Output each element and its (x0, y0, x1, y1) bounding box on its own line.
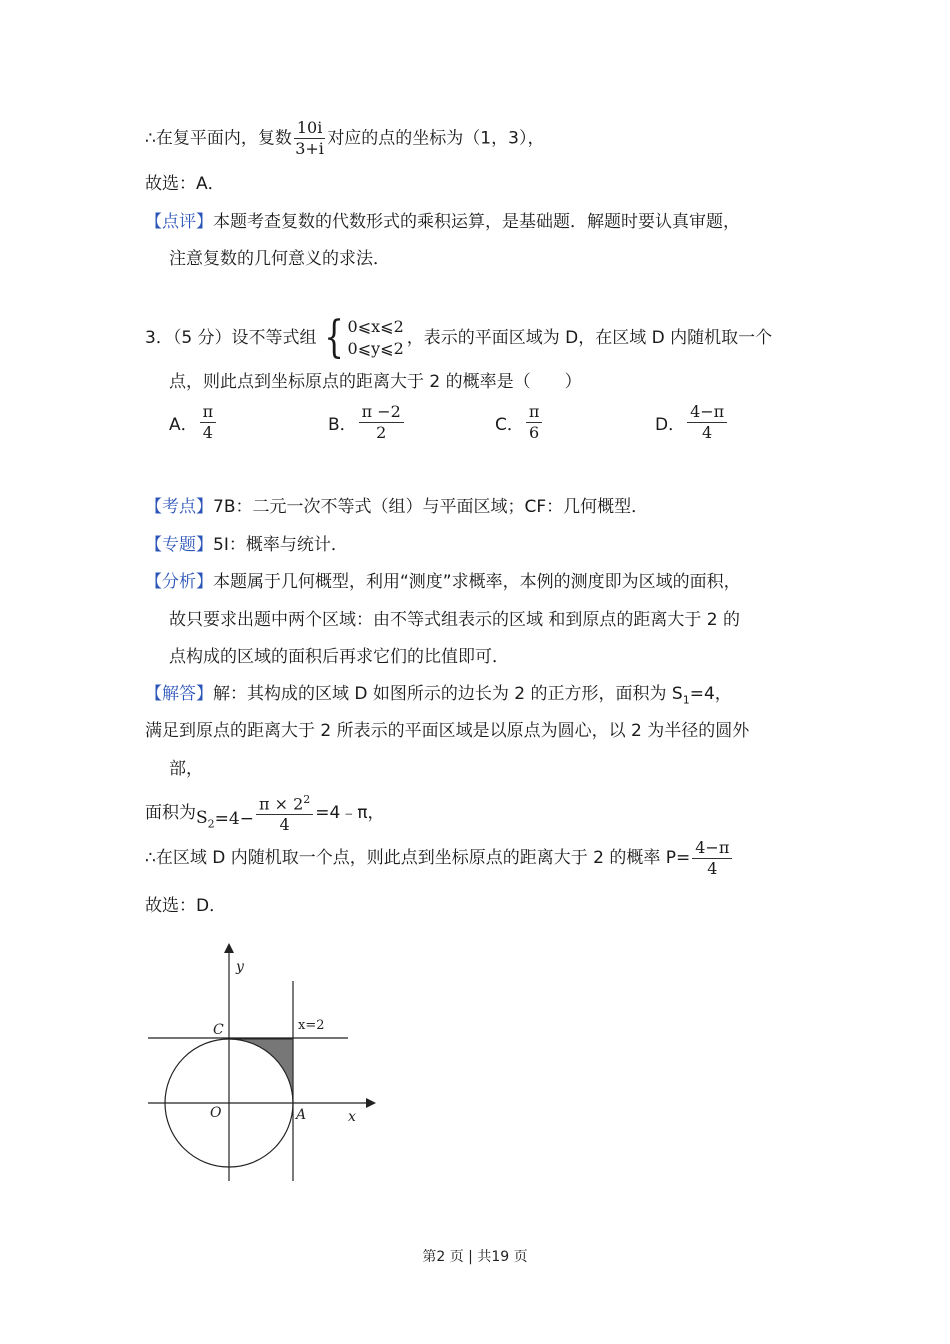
review-line-1: 【点评】本题考查复数的代数形式的乘积运算，是基础题．解题时要认真审题， (145, 212, 740, 232)
label-o: O (210, 1105, 222, 1121)
label-y: y (236, 959, 244, 975)
satisfy-line-1: 满足到原点的距离大于 2 所表示的平面区域是以原点为圆心，以 2 为半径的圆外 (145, 721, 750, 741)
text-line-complex: ∴在复平面内，复数 $\frac{10i}{3+i}$ 对应的点的坐标为（1，3）， (145, 118, 545, 158)
label-x-equals-2: x=2 (298, 1018, 325, 1033)
shaded-region (229, 1039, 293, 1103)
y-arrow (224, 943, 234, 953)
fenxi-line-1: 【分析】本题属于几何概型，利用“测度”求概率，本例的测度即为区域的面积， (145, 572, 741, 592)
option-a[interactable]: A． $\frac{\pi}{4}$ (169, 404, 218, 441)
label-a: A (296, 1107, 307, 1123)
label-x: x (348, 1109, 356, 1125)
review-line-2: 注意复数的几何意义的求法． (169, 249, 390, 269)
satisfy-line-2: 部， (169, 759, 203, 779)
fenxi-line-2: 故只要求出题中两个区域：由不等式组表示的区域 和到原点的距离大于 2 的 (169, 610, 741, 630)
coordinate-figure (140, 935, 390, 1195)
zhuanti-line: 【专题】5I：概率与统计． (145, 535, 348, 555)
option-c[interactable]: C． $\frac{\pi}{6}$ (495, 404, 544, 441)
kaodian-line: 【考点】7B：二元一次不等式（组）与平面区域；CF：几何概型． (145, 497, 649, 517)
fenxi-line-3: 点构成的区域的面积后再求它们的比值即可． (169, 647, 509, 667)
page-footer: 第2 页 | 共19 页 (422, 1249, 528, 1265)
fraction-10i-over-3plusi: $\frac{10i}{3+i}$ (295, 118, 324, 158)
inequality-system: { 0⩽x⩽2 0⩽y⩽2 (323, 312, 404, 363)
answer-line-d: 故选：D． (145, 896, 227, 916)
option-b[interactable]: B． $\frac{\pi -2}{2}$ (328, 404, 406, 441)
x-arrow (366, 1098, 376, 1108)
area-line: 面积为 $S_2$ =4− $\frac{\pi \times 2^2}{4}$ =4﹣π， (145, 793, 385, 835)
answer-line-a: 故选：A． (145, 174, 225, 194)
conclusion-line: ∴在区域 D 内随机取一个点，则此点到坐标原点的距离大于 2 的概率 P= $\frac{4-\pi}{4}$ (145, 840, 734, 877)
jieda-line: 【解答】解：其构成的区域 D 如图所示的边长为 2 的正方形，面积为 $S_1=4$， (145, 684, 732, 707)
question-3-line-2: 点，则此点到坐标原点的距离大于 2 的概率是（ ） (169, 372, 582, 392)
question-3-line-1: 3．（5 分）设不等式组 { 0⩽x⩽2 0⩽y⩽2 ，表示的平面区域为 D，在区域 D 内随机取一个 (145, 312, 773, 363)
label-c: C (213, 1022, 224, 1038)
option-d[interactable]: D． $\frac{4-\pi}{4}$ (655, 404, 729, 441)
